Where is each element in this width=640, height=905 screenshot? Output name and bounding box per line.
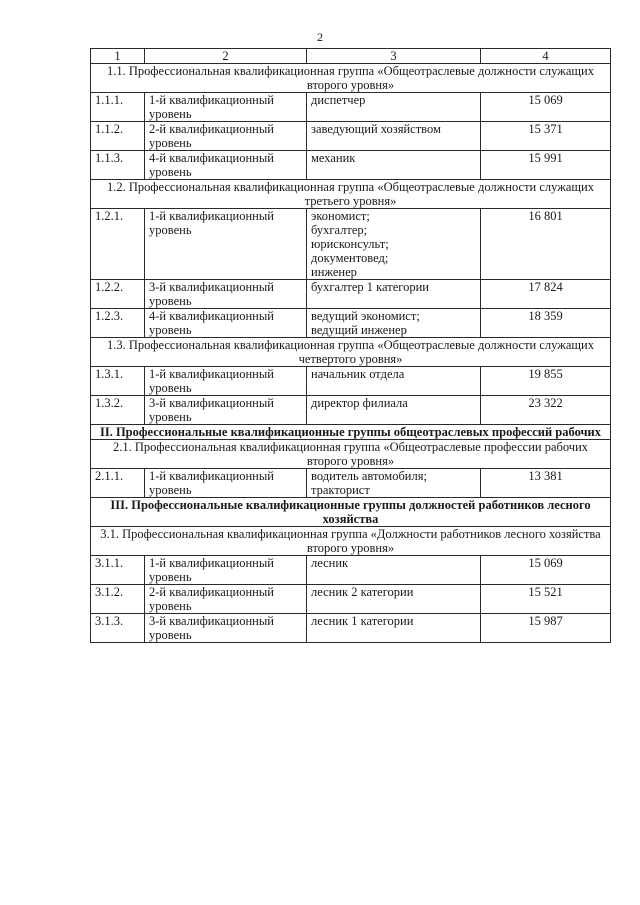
group-heading: 2.1. Профессиональная квалификационная группа «Общеотраслевые профессии рабочих второго уровня» (91, 440, 611, 469)
table-row (91, 556, 611, 585)
position-cell: лесник 2 категории (307, 585, 481, 614)
table-row (91, 151, 611, 180)
salary-cell: 13 381 (481, 469, 611, 498)
qualification-level-cell: 2-й квалификационный уровень (145, 585, 307, 614)
qualification-level-cell: 1-й квалификационный уровень (145, 469, 307, 498)
salary-cell: 23 322 (481, 396, 611, 425)
qualification-level-cell: 3-й квалификационный уровень (145, 614, 307, 643)
group-heading-row (91, 527, 611, 556)
qualification-level-cell: 4-й квалификационный уровень (145, 151, 307, 180)
salary-cell: 15 371 (481, 122, 611, 151)
section-heading-row (91, 498, 611, 527)
group-heading-row (91, 338, 611, 367)
group-heading: 3.1. Профессиональная квалификационная группа «Должности работников лесного хозяйства второго уровня» (91, 527, 611, 556)
row-number-cell: 1.3.1. (91, 367, 145, 396)
row-number-cell: 1.2.1. (91, 209, 145, 280)
row-number-cell: 3.1.1. (91, 556, 145, 585)
column-header-3: 3 (307, 49, 481, 64)
qualification-level-cell: 2-й квалификационный уровень (145, 122, 307, 151)
qualification-level-cell: 1-й квалификационный уровень (145, 556, 307, 585)
table-row (91, 585, 611, 614)
table-header-row (91, 49, 611, 64)
column-header-1: 1 (91, 49, 145, 64)
table-row (91, 614, 611, 643)
salary-cell: 15 069 (481, 556, 611, 585)
position-cell: механик (307, 151, 481, 180)
row-number-cell: 3.1.2. (91, 585, 145, 614)
table-row (91, 469, 611, 498)
table-row (91, 280, 611, 309)
section-heading: III. Профессиональные квалификационные группы должностей работников лесного хозяйства (91, 498, 611, 527)
group-heading-row (91, 64, 611, 93)
position-cell: начальник отдела (307, 367, 481, 396)
position-cell: диспетчер (307, 93, 481, 122)
salary-table-body (91, 49, 611, 643)
row-number-cell: 1.1.1. (91, 93, 145, 122)
salary-cell: 19 855 (481, 367, 611, 396)
group-heading-row (91, 440, 611, 469)
position-cell: директор филиала (307, 396, 481, 425)
salary-cell: 15 991 (481, 151, 611, 180)
position-cell: ведущий экономист; ведущий инженер (307, 309, 481, 338)
group-heading: 1.1. Профессиональная квалификационная группа «Общеотраслевые должности служащих второго уровня» (91, 64, 611, 93)
row-number-cell: 1.3.2. (91, 396, 145, 425)
group-heading: 1.3. Профессиональная квалификационная группа «Общеотраслевые должности служащих четвертого уровня» (91, 338, 611, 367)
position-cell: бухгалтер 1 категории (307, 280, 481, 309)
position-cell: заведующий хозяйством (307, 122, 481, 151)
salary-table (90, 48, 611, 643)
table-row (91, 396, 611, 425)
qualification-level-cell: 3-й квалификационный уровень (145, 280, 307, 309)
position-cell: экономист; бухгалтер; юрисконсульт; документовед; инженер (307, 209, 481, 280)
table-row (91, 309, 611, 338)
salary-cell: 15 987 (481, 614, 611, 643)
row-number-cell: 3.1.3. (91, 614, 145, 643)
salary-cell: 17 824 (481, 280, 611, 309)
salary-cell: 15 069 (481, 93, 611, 122)
qualification-level-cell: 1-й квалификационный уровень (145, 93, 307, 122)
salary-cell: 15 521 (481, 585, 611, 614)
qualification-level-cell: 3-й квалификационный уровень (145, 396, 307, 425)
row-number-cell: 1.1.2. (91, 122, 145, 151)
position-cell: лесник 1 категории (307, 614, 481, 643)
salary-cell: 18 359 (481, 309, 611, 338)
qualification-level-cell: 1-й квалификационный уровень (145, 367, 307, 396)
page-number: 2 (317, 30, 323, 44)
column-header-4: 4 (481, 49, 611, 64)
row-number-cell: 1.2.2. (91, 280, 145, 309)
group-heading-row (91, 180, 611, 209)
row-number-cell: 1.1.3. (91, 151, 145, 180)
table-row (91, 122, 611, 151)
table-row (91, 367, 611, 396)
position-cell: водитель автомобиля; тракторист (307, 469, 481, 498)
salary-cell: 16 801 (481, 209, 611, 280)
table-row (91, 93, 611, 122)
group-heading: 1.2. Профессиональная квалификационная группа «Общеотраслевые должности служащих третьего уровня» (91, 180, 611, 209)
qualification-level-cell: 1-й квалификационный уровень (145, 209, 307, 280)
position-cell: лесник (307, 556, 481, 585)
row-number-cell: 2.1.1. (91, 469, 145, 498)
qualification-level-cell: 4-й квалификационный уровень (145, 309, 307, 338)
section-heading-row (91, 425, 611, 440)
column-header-2: 2 (145, 49, 307, 64)
section-heading: II. Профессиональные квалификационные группы общеотраслевых профессий рабочих (91, 425, 611, 440)
table-row (91, 209, 611, 280)
row-number-cell: 1.2.3. (91, 309, 145, 338)
